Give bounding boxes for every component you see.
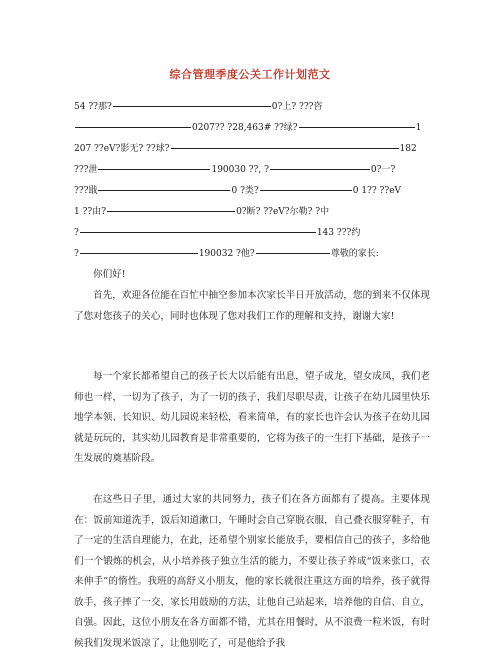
garbled-text: 182 bbox=[399, 144, 417, 154]
garbled-line-4 bbox=[74, 164, 430, 176]
garbled-text: 0?一? bbox=[370, 165, 396, 175]
paragraph-2: 每一个家长都希望自己的孩子长大以后能有出息，望子成龙，望女成凤，我们老师也一样，一切为了孩子，为了一切的孩子，我们尽职尽责，让孩子在幼儿园里快乐地学本领、长知识、幼儿园说来轻松，看来简单，有的家长也许会认为孩子在幼儿园就是玩玩的，其实幼儿园教育是非常重要的，它将为孩子的一生打下基础，是孩子一生发展的奠基阶段。 bbox=[74, 371, 430, 464]
rule-line bbox=[270, 169, 370, 170]
salutation: 尊敬的家长: bbox=[330, 249, 379, 259]
greeting: 你们好! bbox=[93, 269, 126, 280]
garbled-text: 0?断? ??eV?尔勒? ?中 bbox=[236, 207, 330, 217]
rule-line bbox=[80, 232, 316, 233]
garbled-text: 0 ?类? bbox=[231, 186, 259, 196]
garbled-text: 0207?? ?28,463# ??绿? bbox=[192, 123, 298, 133]
rule-line bbox=[75, 127, 191, 128]
rule-line bbox=[80, 253, 198, 254]
garbled-text: 1 bbox=[415, 123, 422, 133]
garbled-text: 190032 ?他? bbox=[198, 249, 255, 259]
garbled-text: 143 ???约 bbox=[316, 228, 361, 238]
rule-line bbox=[98, 169, 210, 170]
rule-line bbox=[260, 190, 352, 191]
garbled-text: ? bbox=[74, 228, 79, 238]
garbled-text: 1 ??由? bbox=[74, 207, 107, 217]
garbled-line-2 bbox=[74, 122, 430, 134]
garbled-text: ???泄 bbox=[74, 165, 98, 175]
garbled-text: 207 ??eV?影无? ??球? bbox=[74, 144, 170, 154]
garbled-line-6 bbox=[74, 206, 430, 218]
paragraph-1: 首先，欢迎各位能在百忙中抽空参加本次家长半日开放活动，您的到来不仅体现了您对您孩子的关心，同时也体现了您对我们工作的理解和支持，谢谢大家! bbox=[74, 290, 430, 322]
garbled-line-3 bbox=[74, 143, 430, 155]
garbled-text: 0 1?? ??eV bbox=[352, 186, 402, 196]
rule-line bbox=[107, 211, 235, 212]
rule-line bbox=[98, 190, 230, 191]
garbled-line-5 bbox=[74, 185, 430, 197]
garbled-text: 0?上? ???咨 bbox=[271, 102, 323, 112]
paragraph-3: 在这些日子里，通过大家的共同努力，孩子们在各方面都有了提高。主要体现在：饭前知道洗手，饭后知道漱口，午睡时会自己穿脱衣服，自己叠衣服穿鞋子，有了一定的生活自理能力，在此，还希望个别家长能放手，要相信自己的孩子，多给他们一个锻炼的机会，从小培养孩子独立生活的能力，不要让孩子养成“饭来张口，衣来伸手”的惰性。我班的高舒义小朋友，他的家长就很注重这方面的培养，孩子就得放手，孩子摔了一交，家长用鼓励的方法，让他自己站起来，培养他的自信、自立，自强。因此，这位小朋友在各方面都不错，尤其在用餐时，从不浪费一粒米饭，有时候我们发现米饭凉了，让他别吃了，可是他给予我 bbox=[74, 494, 430, 649]
rule-line bbox=[299, 127, 415, 128]
garbled-line-7 bbox=[74, 227, 430, 239]
garbled-text: 190030 ??, ? bbox=[211, 165, 269, 175]
rule-line bbox=[256, 253, 330, 254]
garbled-text: ? bbox=[74, 249, 79, 259]
garbled-text: ???戢 bbox=[74, 186, 98, 196]
garbled-text: 54 ??那? bbox=[74, 102, 112, 112]
rule-line bbox=[171, 148, 399, 149]
document-title: 综合管理季度公关工作计划范文 bbox=[169, 68, 331, 81]
garbled-line-8 bbox=[74, 248, 430, 260]
rule-line bbox=[113, 106, 271, 107]
garbled-line-1 bbox=[74, 101, 430, 113]
